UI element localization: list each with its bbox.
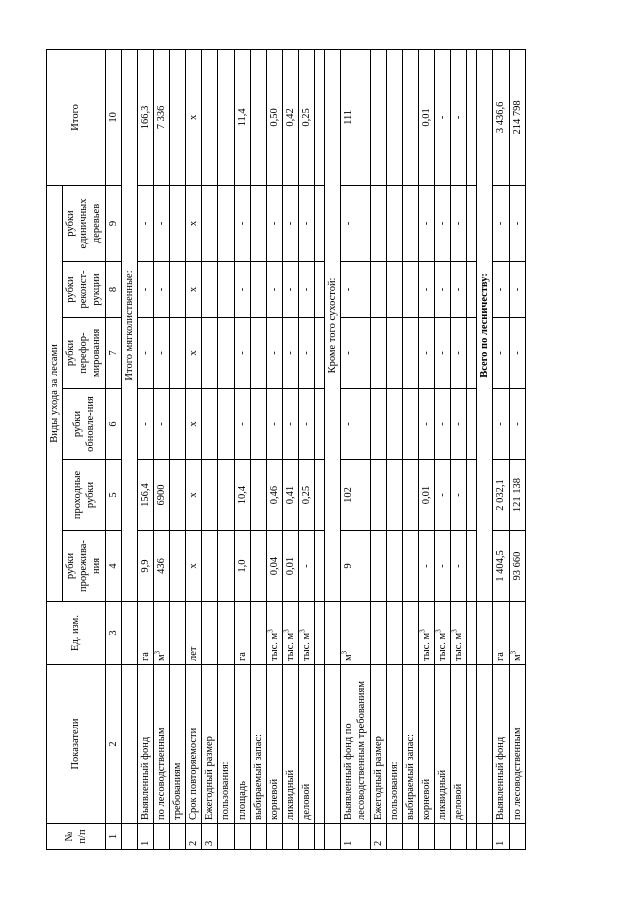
row-value: х: [186, 185, 202, 261]
table-row: [186, 49, 202, 849]
table-row: [234, 49, 250, 849]
row-value: [202, 185, 218, 261]
row-value: -: [341, 318, 370, 389]
header-group: Виды ухода за лесами: [47, 185, 63, 601]
blank-cell: [467, 665, 477, 824]
row-value: 6900: [153, 460, 169, 531]
row-unit: [386, 602, 402, 665]
table-row: [170, 49, 186, 849]
row-unit: [402, 602, 418, 665]
row-value: [370, 531, 386, 602]
row-value: 11,4: [234, 49, 250, 185]
blank-cell: [467, 318, 477, 389]
column-number: 4: [105, 531, 121, 602]
blank-cell: [315, 49, 325, 185]
row-value: -: [509, 262, 525, 318]
row-value: -: [451, 262, 467, 318]
row-value: 102: [341, 460, 370, 531]
header-unit: Ед. изм.: [47, 602, 106, 665]
row-value: х: [186, 531, 202, 602]
row-value: -: [137, 318, 153, 389]
section-cell: [121, 602, 137, 665]
row-label: площадь: [234, 665, 250, 824]
row-value: 166,3: [137, 49, 153, 185]
row-value: -: [509, 318, 525, 389]
table-row: [435, 49, 451, 849]
section-cell: [477, 665, 493, 824]
section-title: Кроме того сухостой:: [325, 49, 341, 601]
row-number: 1: [341, 824, 370, 850]
row-value: -: [418, 185, 434, 261]
row-value: [170, 460, 186, 531]
row-value: 0,01: [282, 531, 298, 602]
row-value: х: [186, 49, 202, 185]
row-label: корневой: [418, 665, 434, 824]
row-value: 121 138: [509, 460, 525, 531]
row-value: -: [493, 185, 509, 261]
row-value: 3 436,6: [493, 49, 509, 185]
row-value: -: [418, 262, 434, 318]
section-title: Всего по лесничеству:: [477, 49, 493, 601]
blank-cell: [467, 49, 477, 185]
section-cell: [325, 602, 341, 665]
row-value: 7 336: [153, 49, 169, 185]
row-value: [170, 389, 186, 460]
blank-cell: [315, 318, 325, 389]
row-unit: [202, 602, 218, 665]
section-title: Итого мягколиственные:: [121, 49, 137, 601]
row-unit: лет: [186, 602, 202, 665]
blank-cell: [467, 602, 477, 665]
blank-cell: [315, 824, 325, 850]
row-label: ликвидный: [282, 665, 298, 824]
row-value: [250, 185, 266, 261]
row-label: по лесоводственным: [153, 665, 169, 824]
row-value: 9: [341, 531, 370, 602]
section-row: [477, 49, 493, 849]
rotated-page: [46, 50, 574, 850]
blank-row: [467, 49, 477, 849]
section-cell: [477, 824, 493, 850]
blank-cell: [467, 262, 477, 318]
row-value: [402, 460, 418, 531]
blank-cell: [315, 389, 325, 460]
row-value: [402, 531, 418, 602]
row-value: [250, 318, 266, 389]
row-value: -: [282, 389, 298, 460]
column-number: 9: [105, 185, 121, 261]
row-value: -: [266, 262, 282, 318]
table-row: [250, 49, 266, 849]
table-row: [370, 49, 386, 849]
row-value: [386, 531, 402, 602]
row-number: [386, 824, 402, 850]
row-number: [153, 824, 169, 850]
blank-cell: [467, 460, 477, 531]
row-value: -: [137, 185, 153, 261]
row-value: -: [435, 460, 451, 531]
row-value: -: [435, 185, 451, 261]
row-number: [402, 824, 418, 850]
row-value: 1,0: [234, 531, 250, 602]
section-cell: [477, 602, 493, 665]
row-value: 2 032,1: [493, 460, 509, 531]
row-value: [202, 262, 218, 318]
row-value: [370, 389, 386, 460]
row-value: [202, 49, 218, 185]
row-value: -: [451, 389, 467, 460]
row-unit: [218, 602, 234, 665]
row-number: [451, 824, 467, 850]
row-value: [218, 185, 234, 261]
row-number: [234, 824, 250, 850]
row-value: -: [153, 262, 169, 318]
row-value: -: [282, 185, 298, 261]
row-value: -: [299, 389, 315, 460]
row-value: [402, 262, 418, 318]
row-value: -: [435, 389, 451, 460]
table-row: [493, 49, 509, 849]
row-unit: га: [493, 602, 509, 665]
row-value: х: [186, 262, 202, 318]
row-value: [370, 262, 386, 318]
row-value: 0,50: [266, 49, 282, 185]
row-value: [250, 460, 266, 531]
row-number: [509, 824, 525, 850]
row-value: х: [186, 318, 202, 389]
row-number: [170, 824, 186, 850]
header-c4: рубки перефор-мирования: [63, 318, 105, 389]
row-number: [282, 824, 298, 850]
row-value: -: [493, 262, 509, 318]
row-value: -: [451, 318, 467, 389]
row-value: 1 404,5: [493, 531, 509, 602]
header-c3: рубки обновле-ния: [63, 389, 105, 460]
row-unit: га: [137, 602, 153, 665]
row-value: -: [451, 460, 467, 531]
row-value: -: [282, 318, 298, 389]
row-value: -: [266, 389, 282, 460]
row-unit: тыс. $м^3$: [451, 602, 467, 665]
row-value: [202, 389, 218, 460]
row-value: [402, 49, 418, 185]
row-value: [218, 49, 234, 185]
column-number: 7: [105, 318, 121, 389]
row-value: [386, 460, 402, 531]
row-value: [218, 389, 234, 460]
row-value: -: [234, 389, 250, 460]
row-unit: $м^3$: [509, 602, 525, 665]
table-row: [386, 49, 402, 849]
column-number: 3: [105, 602, 121, 665]
row-value: [250, 531, 266, 602]
section-row: [325, 49, 341, 849]
row-value: -: [299, 262, 315, 318]
row-label: выбираемый запас:: [402, 665, 418, 824]
table-row: [418, 49, 434, 849]
forest-care-table: [46, 49, 526, 850]
row-value: 9,9: [137, 531, 153, 602]
row-unit: $м^3$: [153, 602, 169, 665]
table-row: [299, 49, 315, 849]
blank-row: [315, 49, 325, 849]
row-value: [250, 49, 266, 185]
row-label: деловой: [299, 665, 315, 824]
row-label: Выявленный фонд: [493, 665, 509, 824]
row-value: -: [451, 531, 467, 602]
row-value: [170, 318, 186, 389]
row-unit: тыс. $м^3$: [418, 602, 434, 665]
row-value: -: [266, 318, 282, 389]
row-unit: тыс. $м^3$: [282, 602, 298, 665]
row-label: ликвидный: [435, 665, 451, 824]
row-value: -: [153, 389, 169, 460]
row-unit: га: [234, 602, 250, 665]
column-number: 1: [105, 824, 121, 850]
section-cell: [121, 665, 137, 824]
row-label: Ежегодный размер: [370, 665, 386, 824]
row-value: -: [341, 262, 370, 318]
row-label: выбираемый запас:: [250, 665, 266, 824]
blank-cell: [315, 185, 325, 261]
table-row: [153, 49, 169, 849]
blank-cell: [315, 665, 325, 824]
row-value: -: [282, 262, 298, 318]
row-number: [250, 824, 266, 850]
row-value: -: [493, 389, 509, 460]
header-c1: рубки прорежива-ния: [63, 531, 105, 602]
row-value: 0,46: [266, 460, 282, 531]
row-value: -: [137, 389, 153, 460]
column-number: 10: [105, 49, 121, 185]
row-value: х: [186, 389, 202, 460]
row-number: [418, 824, 434, 850]
row-value: -: [234, 318, 250, 389]
row-value: -: [435, 531, 451, 602]
row-value: -: [451, 185, 467, 261]
row-value: [386, 389, 402, 460]
row-label: Ежегодный размер: [202, 665, 218, 824]
row-unit: $м^3$: [341, 602, 370, 665]
row-number: 2: [186, 824, 202, 850]
row-unit: [370, 602, 386, 665]
row-value: [402, 185, 418, 261]
row-value: -: [451, 49, 467, 185]
section-cell: [325, 665, 341, 824]
blank-cell: [467, 824, 477, 850]
row-number: 1: [137, 824, 153, 850]
row-value: -: [153, 318, 169, 389]
row-value: 0,04: [266, 531, 282, 602]
row-value: [402, 318, 418, 389]
row-value: [202, 318, 218, 389]
table-row: [451, 49, 467, 849]
row-value: -: [418, 389, 434, 460]
row-value: [170, 49, 186, 185]
row-value: [218, 318, 234, 389]
row-value: 0,25: [299, 460, 315, 531]
row-label: Срок повторяемости: [186, 665, 202, 824]
header-c2: проходные рубки: [63, 460, 105, 531]
row-value: [202, 460, 218, 531]
row-value: [370, 49, 386, 185]
row-value: -: [299, 531, 315, 602]
row-value: [386, 318, 402, 389]
row-value: -: [234, 262, 250, 318]
header-total: Итого: [47, 49, 106, 185]
row-value: -: [234, 185, 250, 261]
section-row: [121, 49, 137, 849]
row-number: [435, 824, 451, 850]
row-value: 10,4: [234, 460, 250, 531]
row-value: -: [266, 185, 282, 261]
column-number: 6: [105, 389, 121, 460]
row-value: [386, 49, 402, 185]
column-number: 8: [105, 262, 121, 318]
row-value: 214 798: [509, 49, 525, 185]
header-indicator: Показатели: [47, 665, 106, 824]
row-number: 1: [493, 824, 509, 850]
row-unit: [250, 602, 266, 665]
row-value: 0,42: [282, 49, 298, 185]
row-label: пользования:: [386, 665, 402, 824]
table-row: [137, 49, 153, 849]
row-value: -: [509, 185, 525, 261]
row-value: -: [435, 262, 451, 318]
row-value: х: [186, 460, 202, 531]
row-unit: [170, 602, 186, 665]
row-label: Выявленный фонд: [137, 665, 153, 824]
column-number: 2: [105, 665, 121, 824]
row-value: [218, 531, 234, 602]
row-value: 0,01: [418, 460, 434, 531]
row-value: [386, 262, 402, 318]
row-number: [299, 824, 315, 850]
table-body: [121, 49, 525, 849]
row-value: [370, 185, 386, 261]
row-unit: тыс. $м^3$: [299, 602, 315, 665]
row-value: 0,25: [299, 49, 315, 185]
row-value: -: [418, 531, 434, 602]
table-row: [341, 49, 370, 849]
row-value: 93 660: [509, 531, 525, 602]
row-label: по лесоводственным: [509, 665, 525, 824]
table-row: [266, 49, 282, 849]
blank-cell: [315, 602, 325, 665]
row-value: -: [418, 318, 434, 389]
row-label: требованиям: [170, 665, 186, 824]
row-value: -: [137, 262, 153, 318]
row-value: [386, 185, 402, 261]
table-row: [282, 49, 298, 849]
header-c5: рубки реконст-рукции: [63, 262, 105, 318]
blank-cell: [467, 531, 477, 602]
row-value: -: [435, 318, 451, 389]
row-label: корневой: [266, 665, 282, 824]
row-value: 0,41: [282, 460, 298, 531]
row-label: пользования:: [218, 665, 234, 824]
row-value: 0,01: [418, 49, 434, 185]
row-value: [170, 185, 186, 261]
table-row: [202, 49, 218, 849]
blank-cell: [467, 389, 477, 460]
section-cell: [121, 824, 137, 850]
header-row-1: [47, 49, 63, 849]
row-value: 111: [341, 49, 370, 185]
row-value: -: [299, 185, 315, 261]
row-value: -: [341, 185, 370, 261]
blank-cell: [315, 262, 325, 318]
table-row: [402, 49, 418, 849]
row-label: Выявленный фонд по лесоводственным требованиям: [341, 665, 370, 824]
row-value: [370, 318, 386, 389]
row-value: -: [341, 389, 370, 460]
blank-cell: [467, 185, 477, 261]
blank-cell: [315, 460, 325, 531]
row-number: 2: [370, 824, 386, 850]
table-row: [509, 49, 525, 849]
row-label: деловой: [451, 665, 467, 824]
row-value: [402, 389, 418, 460]
row-value: 156,4: [137, 460, 153, 531]
row-value: [170, 262, 186, 318]
row-value: -: [435, 49, 451, 185]
row-value: [250, 389, 266, 460]
row-value: -: [153, 185, 169, 261]
row-value: [218, 262, 234, 318]
row-value: -: [493, 318, 509, 389]
row-value: [250, 262, 266, 318]
row-value: [202, 531, 218, 602]
row-value: -: [299, 318, 315, 389]
blank-cell: [315, 531, 325, 602]
column-numbers-row: [105, 49, 121, 849]
row-unit: тыс. $м^3$: [266, 602, 282, 665]
row-value: [170, 531, 186, 602]
column-number: 5: [105, 460, 121, 531]
row-value: -: [509, 389, 525, 460]
table-row: [218, 49, 234, 849]
row-number: [266, 824, 282, 850]
row-unit: тыс. $м^3$: [435, 602, 451, 665]
header-no: № п/п: [47, 824, 106, 850]
header-c6: рубки единичных деревьев: [63, 185, 105, 261]
row-value: [370, 460, 386, 531]
row-value: [218, 460, 234, 531]
section-cell: [325, 824, 341, 850]
row-value: 436: [153, 531, 169, 602]
row-number: 3: [202, 824, 218, 850]
row-number: [218, 824, 234, 850]
